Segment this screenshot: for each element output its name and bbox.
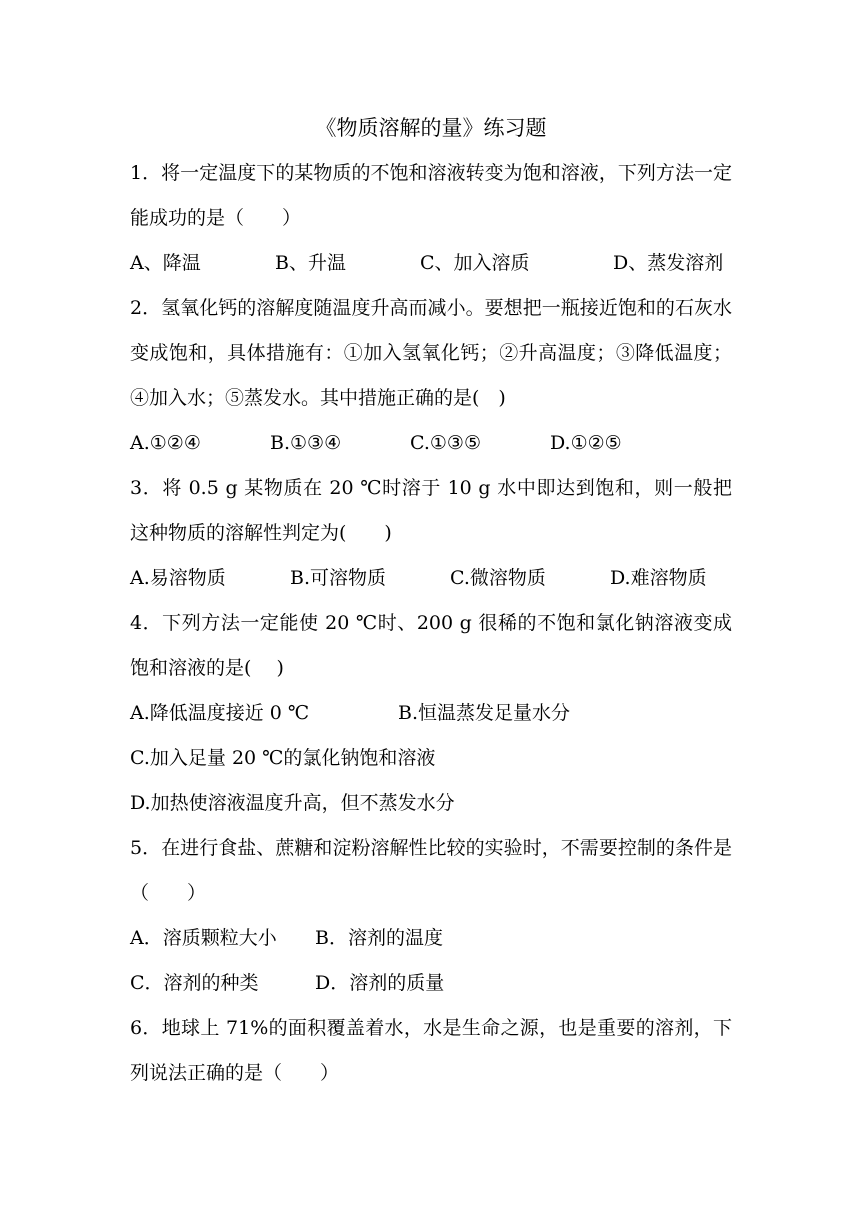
question-5-stem: 5．在进行食盐、蔗糖和淀粉溶解性比较的实验时，不需要控制的条件是（ ） [130, 837, 732, 904]
option-a: A、降温 [130, 252, 201, 274]
question-1-stem: 1．将一定温度下的某物质的不饱和溶液转变为饱和溶液，下列方法一定能成功的是（ ） [130, 162, 732, 229]
question-4-stem: 4．下列方法一定能使 20 ℃时、200 g 很稀的不饱和氯化钠溶液变成饱和溶液的是( ) [130, 612, 732, 679]
option-d: D.难溶物质 [610, 567, 707, 589]
option-d: D.①②⑤ [550, 432, 622, 454]
question-2-options [130, 421, 732, 466]
option-a: A.易溶物质 [130, 567, 226, 589]
option-d: D．溶剂的质量 [315, 972, 445, 994]
question-5-options-row-2 [130, 961, 732, 1006]
question-3-stem: 3．将 0.5 g 某物质在 20 ℃时溶于 10 g 水中即达到饱和，则一般把这种物质的溶解性判定为( ) [130, 477, 732, 544]
option-c: C.微溶物质 [450, 567, 546, 589]
option-c: C.①③⑤ [410, 432, 481, 454]
option-b: B.可溶物质 [290, 567, 387, 589]
question-1-options [130, 241, 732, 286]
option-c: C．溶剂的种类 [130, 972, 259, 994]
document-title: 《物质溶解的量》练习题 [315, 116, 547, 140]
question-2-stem: 2．氢氧化钙的溶解度随温度升高而减小。要想把一瓶接近饱和的石灰水变成饱和，具体措施有：①加入氢氧化钙；②升高温度；③降低温度；④加入水；⑤蒸发水。其中措施正确的是( ) [130, 297, 732, 409]
option-b: B.①③④ [270, 432, 342, 454]
option-c: C、加入溶质 [420, 252, 530, 274]
option-a: A．溶质颗粒大小 [130, 927, 277, 949]
option-d: D.加热使溶液温度升高，但不蒸发水分 [130, 792, 455, 814]
option-d: D、蒸发溶剂 [613, 252, 724, 274]
question-3-options [130, 556, 732, 601]
option-b: B.恒温蒸发足量水分 [398, 702, 571, 724]
option-a: A.①②④ [130, 432, 201, 454]
option-b: B．溶剂的温度 [315, 927, 443, 949]
question-4-options-row-1 [130, 691, 732, 736]
option-a: A.降低温度接近 0 ℃ [130, 702, 310, 724]
document-page [130, 106, 732, 1096]
question-6-stem: 6．地球上 71%的面积覆盖着水，水是生命之源，也是重要的溶剂，下列说法正确的是（ ） [130, 1017, 732, 1084]
option-b: B、升温 [275, 252, 346, 274]
question-5-options-row-1 [130, 916, 732, 961]
option-c: C.加入足量 20 ℃的氯化钠饱和溶液 [130, 747, 436, 769]
